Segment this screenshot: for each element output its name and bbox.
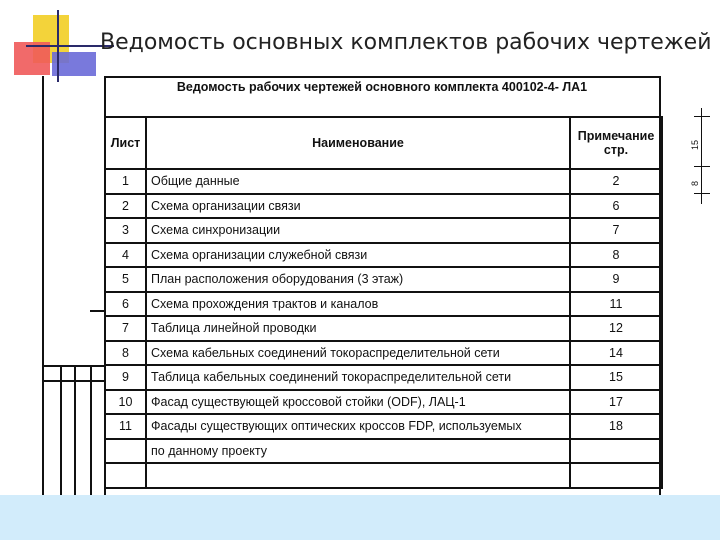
- dimension-line: [701, 108, 702, 204]
- row-name: Фасады существующих оптических кроссов FDP, используемых: [146, 414, 570, 439]
- row-page: 8: [570, 243, 662, 268]
- row-sheet-number: 10: [105, 390, 146, 415]
- row-page: 7: [570, 218, 662, 243]
- footer-band: [0, 495, 720, 540]
- row-sheet-number: 9: [105, 365, 146, 390]
- table-row: [105, 169, 662, 194]
- table-row: [105, 414, 662, 439]
- table-row: [105, 365, 662, 390]
- row-page: 17: [570, 390, 662, 415]
- row-sheet-number: 7: [105, 316, 146, 341]
- table-header-row: [105, 117, 662, 169]
- stamp-column-line: [74, 365, 76, 496]
- column-header-note: Примечание стр.: [570, 117, 662, 169]
- dimension-tick: [694, 116, 710, 117]
- row-sheet-number: 3: [105, 218, 146, 243]
- row-page: 2: [570, 169, 662, 194]
- stamp-row-line: [42, 365, 105, 367]
- stamp-column-line: [90, 365, 92, 496]
- row-page: 12: [570, 316, 662, 341]
- row-page: 6: [570, 194, 662, 219]
- column-header-sheet: Лист: [105, 117, 146, 169]
- row-name: Схема кабельных соединений токораспределительной сети: [146, 341, 570, 366]
- row-name: Таблица кабельных соединений токораспределительной сети: [146, 365, 570, 390]
- row-page: 14: [570, 341, 662, 366]
- table-row: [105, 463, 662, 488]
- slide-title: Ведомость основных комплектов рабочих чертежей: [100, 30, 712, 55]
- row-page: [570, 439, 662, 464]
- drawings-table: [104, 116, 663, 489]
- stamp-row-line: [90, 310, 105, 312]
- table-row: [105, 194, 662, 219]
- row-name: Схема прохождения трактов и каналов: [146, 292, 570, 317]
- row-sheet-number: [105, 439, 146, 464]
- row-sheet-number: [105, 463, 146, 488]
- doc-frame-top: [104, 76, 661, 78]
- table-row: [105, 316, 662, 341]
- row-sheet-number: 6: [105, 292, 146, 317]
- row-sheet-number: 5: [105, 267, 146, 292]
- column-header-name: Наименование: [146, 117, 570, 169]
- row-name: Схема организации служебной связи: [146, 243, 570, 268]
- dimension-tick: [694, 193, 710, 194]
- dimension-label-header: 15: [690, 139, 700, 150]
- row-name: Общие данные: [146, 169, 570, 194]
- row-sheet-number: 4: [105, 243, 146, 268]
- row-sheet-number: 1: [105, 169, 146, 194]
- dimension-label-row: 8: [690, 180, 700, 186]
- row-page: 9: [570, 267, 662, 292]
- row-sheet-number: 2: [105, 194, 146, 219]
- stamp-row-line: [42, 380, 105, 382]
- table-row: [105, 439, 662, 464]
- document-heading: Ведомость рабочих чертежей основного комплекта 400102-4- ЛА1: [176, 80, 588, 94]
- stamp-column-line: [60, 365, 62, 496]
- row-page: [570, 463, 662, 488]
- row-sheet-number: 8: [105, 341, 146, 366]
- row-page: 15: [570, 365, 662, 390]
- dimension-tick: [694, 166, 710, 167]
- row-name: План расположения оборудования (3 этаж): [146, 267, 570, 292]
- row-page: 18: [570, 414, 662, 439]
- table-row: [105, 243, 662, 268]
- table-row: [105, 390, 662, 415]
- table-row: [105, 292, 662, 317]
- row-name: Схема организации связи: [146, 194, 570, 219]
- row-name: Схема синхронизации: [146, 218, 570, 243]
- table-row: [105, 341, 662, 366]
- doc-frame-outer-left: [42, 76, 44, 496]
- table-row: [105, 267, 662, 292]
- row-name: [146, 463, 570, 488]
- row-name: Фасад существующей кроссовой стойки (ODF), ЛАЦ-1: [146, 390, 570, 415]
- row-name: по данному проекту: [146, 439, 570, 464]
- row-page: 11: [570, 292, 662, 317]
- row-name: Таблица линейной проводки: [146, 316, 570, 341]
- table-row: [105, 218, 662, 243]
- row-sheet-number: 11: [105, 414, 146, 439]
